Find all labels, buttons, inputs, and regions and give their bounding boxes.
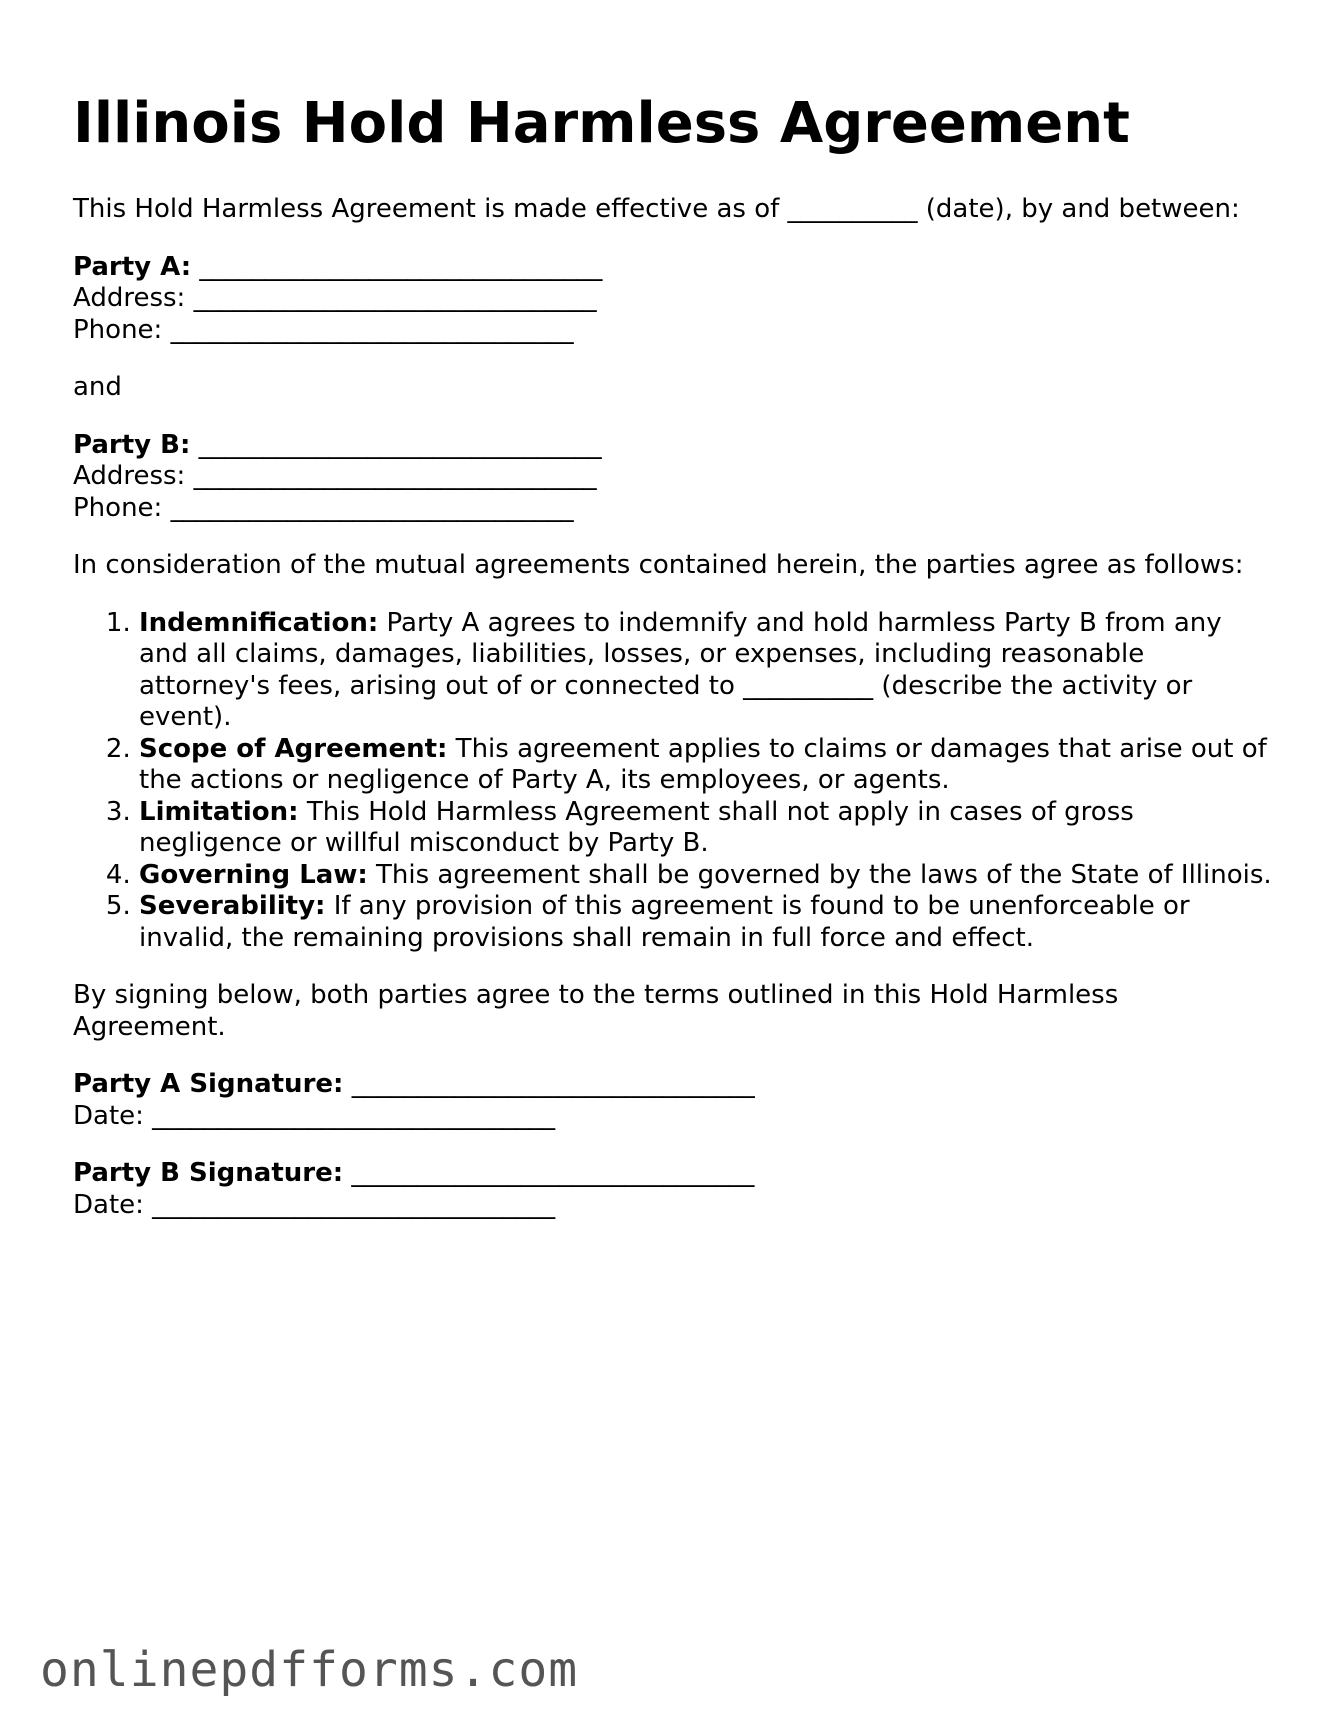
party-b-label: Party B:: [73, 429, 191, 460]
party-a-name-line: [73, 252, 1273, 284]
party-a-signature-block: [73, 1069, 1273, 1132]
clause-item: [139, 734, 1273, 797]
party-a-phone-field[interactable]: Phone: _______________________________: [73, 314, 574, 345]
clause-text: This agreement shall be governed by the laws of the State of Illinois.: [367, 859, 1272, 890]
consideration-paragraph: In consideration of the mutual agreements contained herein, the parties agree as follows:: [73, 550, 1244, 580]
party-a-signature-field[interactable]: _______________________________: [343, 1069, 755, 1099]
party-a-signature-label: Party A Signature:: [73, 1069, 344, 1099]
document: [73, 88, 1273, 1247]
clause-item: [139, 608, 1273, 734]
party-a-signature-line: [73, 1069, 1273, 1101]
and-text: and: [73, 372, 122, 402]
clause-list: [73, 608, 1273, 955]
clause-text: This Hold Harmless Agreement shall not apply in cases of gross negligence or willful misconduct by Party B.: [139, 796, 1134, 858]
clause-item: [139, 797, 1273, 860]
party-a-name-field[interactable]: _______________________________: [191, 251, 603, 282]
intro-paragraph: This Hold Harmless Agreement is made effective as of __________ (date), by and between:: [73, 194, 1240, 224]
party-b-signature-field[interactable]: _______________________________: [343, 1158, 755, 1188]
clause-text: If any provision of this agreement is found to be unenforceable or invalid, the remaining provisions shall remain in full force and effect.: [139, 891, 1190, 953]
party-b-phone-field[interactable]: Phone: _______________________________: [73, 492, 574, 523]
page-title: Illinois Hold Harmless Agreement: [73, 91, 1130, 156]
party-b-date-field[interactable]: Date: _______________________________: [73, 1189, 556, 1220]
party-a-date-field[interactable]: Date: _______________________________: [73, 1100, 556, 1131]
clause-heading: Scope of Agreement:: [139, 733, 448, 764]
clause-heading: Governing Law:: [139, 859, 368, 890]
clause-item: [139, 860, 1273, 892]
party-b-signature-label: Party B Signature:: [73, 1158, 344, 1188]
clause-heading: Limitation:: [139, 796, 299, 827]
closing-paragraph: By signing below, both parties agree to the terms outlined in this Hold Harmless Agreement.: [73, 980, 1119, 1042]
clause-item: [139, 891, 1273, 954]
party-a-label: Party A:: [73, 251, 192, 282]
watermark: onlinepdfforms.com: [40, 1642, 579, 1698]
clause-text: This agreement applies to claims or damages that arise out of the actions or negligence of Party A, its employees, or agents.: [139, 733, 1267, 795]
party-b-address-field[interactable]: Address: _______________________________: [73, 461, 597, 491]
clause-heading: Severability:: [139, 891, 326, 921]
party-b-signature-block: [73, 1158, 1273, 1221]
party-b-block: [73, 430, 1273, 525]
clause-text: Party A agrees to indemnify and hold harmless Party B from any and all claims, damages, liabilities, losses, or expenses, including reasonable attorney's fees, arising out of or connected to __________ (describe the activity or event).: [139, 607, 1222, 732]
party-b-signature-line: [73, 1158, 1273, 1190]
party-b-name-field[interactable]: _______________________________: [190, 429, 602, 460]
party-a-block: [73, 252, 1273, 347]
party-a-address-field[interactable]: Address: _______________________________: [73, 283, 597, 313]
party-b-name-line: [73, 430, 1273, 462]
clause-heading: Indemnification:: [139, 607, 379, 638]
